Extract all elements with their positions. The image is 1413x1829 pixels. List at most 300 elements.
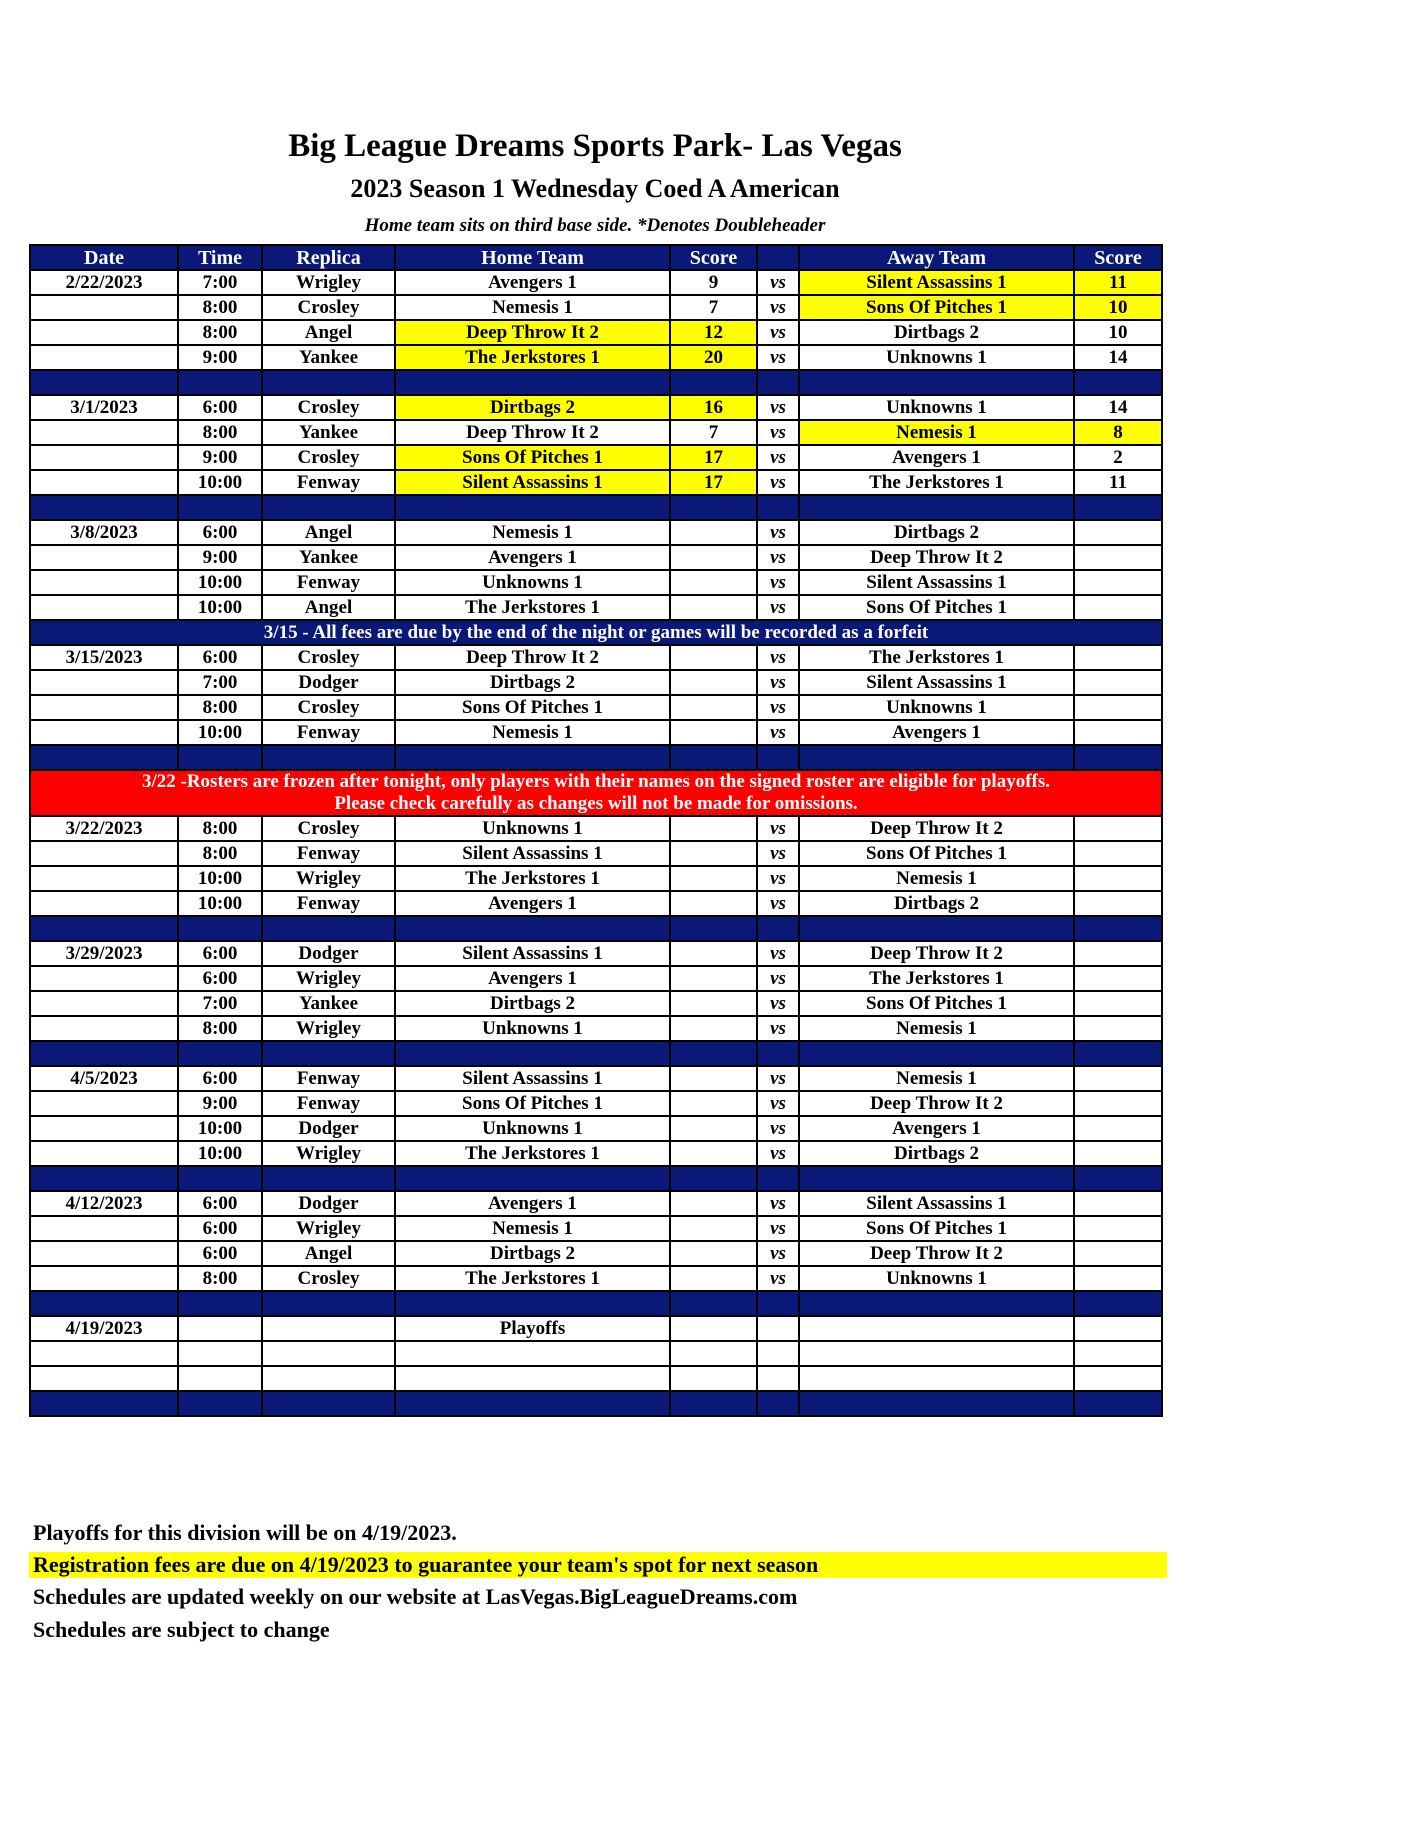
cell-date [30, 695, 178, 720]
cell-home-score [670, 1116, 757, 1141]
cell-replica: Crosley [262, 816, 395, 841]
header-note: Home team sits on third base side. *Denotes Doubleheader [364, 215, 826, 236]
cell-away-team: Silent Assassins 1 [799, 570, 1074, 595]
game-row [30, 1066, 1162, 1091]
cell-replica: Angel [262, 520, 395, 545]
cell-time: 8:00 [178, 1266, 262, 1291]
game-row [30, 595, 1162, 620]
game-row [30, 891, 1162, 916]
cell-replica: Wrigley [262, 1141, 395, 1166]
cell-date [30, 1141, 178, 1166]
cell-away-score [1074, 595, 1162, 620]
separator-cell [1074, 1391, 1162, 1416]
cell-away-score [1074, 1016, 1162, 1041]
cell-date [30, 966, 178, 991]
cell-time: 10:00 [178, 891, 262, 916]
cell-vs [757, 1341, 799, 1366]
cell-time: 10:00 [178, 866, 262, 891]
cell-away-score: 14 [1074, 345, 1162, 370]
separator-cell [395, 495, 670, 520]
cell-home-score [670, 520, 757, 545]
cell-home-score: 17 [670, 470, 757, 495]
cell-away-score [1074, 1216, 1162, 1241]
game-row [30, 1366, 1162, 1391]
cell-time: 8:00 [178, 816, 262, 841]
cell-home-team: Nemesis 1 [395, 1216, 670, 1241]
separator-row [30, 370, 1162, 395]
cell-replica [262, 1316, 395, 1341]
separator-cell [799, 370, 1074, 395]
cell-time: 9:00 [178, 545, 262, 570]
cell-home-score [670, 570, 757, 595]
cell-away-score [1074, 695, 1162, 720]
cell-date: 4/19/2023 [30, 1316, 178, 1341]
cell-replica: Fenway [262, 720, 395, 745]
col-header-time: Time [178, 245, 262, 270]
game-row [30, 645, 1162, 670]
cell-vs: vs [757, 645, 799, 670]
separator-cell [1074, 1291, 1162, 1316]
cell-home-team [395, 1366, 670, 1391]
cell-away-score [1074, 866, 1162, 891]
separator-cell [799, 916, 1074, 941]
cell-vs: vs [757, 1091, 799, 1116]
cell-replica: Crosley [262, 395, 395, 420]
cell-home-score [670, 941, 757, 966]
cell-replica: Fenway [262, 1066, 395, 1091]
separator-row [30, 1166, 1162, 1191]
cell-date [30, 345, 178, 370]
cell-home-score [670, 1366, 757, 1391]
separator-cell [30, 1166, 178, 1191]
footer-playoffs: Playoffs for this division will be on 4/19/2023. [33, 1520, 457, 1545]
game-row [30, 720, 1162, 745]
cell-away-score: 2 [1074, 445, 1162, 470]
separator-cell [757, 745, 799, 770]
cell-home-team: Nemesis 1 [395, 720, 670, 745]
cell-home-team: The Jerkstores 1 [395, 1266, 670, 1291]
cell-time: 10:00 [178, 570, 262, 595]
cell-date: 3/22/2023 [30, 816, 178, 841]
cell-home-team: Deep Throw It 2 [395, 645, 670, 670]
cell-time [178, 1341, 262, 1366]
separator-row [30, 1391, 1162, 1416]
cell-replica [262, 1366, 395, 1391]
cell-away-score [1074, 1266, 1162, 1291]
cell-replica: Crosley [262, 1266, 395, 1291]
cell-home-score [670, 841, 757, 866]
cell-replica: Angel [262, 1241, 395, 1266]
cell-replica: Dodger [262, 941, 395, 966]
cell-home-score [670, 1316, 757, 1341]
cell-home-team: Silent Assassins 1 [395, 841, 670, 866]
footer-registration: Registration fees are due on 4/19/2023 to guarantee your team's spot for next season [29, 1552, 1167, 1578]
cell-replica [262, 1341, 395, 1366]
cell-home-score: 9 [670, 270, 757, 295]
separator-cell [30, 916, 178, 941]
cell-time: 7:00 [178, 991, 262, 1016]
cell-vs: vs [757, 695, 799, 720]
cell-home-score [670, 1091, 757, 1116]
cell-home-team: Sons Of Pitches 1 [395, 1091, 670, 1116]
cell-date [30, 841, 178, 866]
game-row [30, 420, 1162, 445]
game-row [30, 1191, 1162, 1216]
cell-away-team: Dirtbags 2 [799, 891, 1074, 916]
cell-vs: vs [757, 595, 799, 620]
separator-cell [1074, 916, 1162, 941]
cell-time: 6:00 [178, 941, 262, 966]
separator-cell [757, 1391, 799, 1416]
cell-away-team: Sons Of Pitches 1 [799, 295, 1074, 320]
separator-cell [1074, 495, 1162, 520]
separator-cell [395, 916, 670, 941]
game-row [30, 966, 1162, 991]
cell-date: 3/8/2023 [30, 520, 178, 545]
cell-time: 7:00 [178, 670, 262, 695]
col-header-away-team: Away Team [799, 245, 1074, 270]
separator-cell [178, 745, 262, 770]
separator-cell [799, 1391, 1074, 1416]
cell-replica: Wrigley [262, 1016, 395, 1041]
cell-home-team: The Jerkstores 1 [395, 866, 670, 891]
cell-time: 10:00 [178, 470, 262, 495]
cell-home-score [670, 866, 757, 891]
page-title: Big League Dreams Sports Park- Las Vegas [288, 128, 902, 164]
cell-date [30, 866, 178, 891]
col-header-replica: Replica [262, 245, 395, 270]
cell-replica: Dodger [262, 1116, 395, 1141]
cell-vs [757, 1366, 799, 1391]
cell-date: 3/29/2023 [30, 941, 178, 966]
cell-home-score [670, 816, 757, 841]
cell-date [30, 545, 178, 570]
cell-replica: Fenway [262, 891, 395, 916]
cell-away-team: The Jerkstores 1 [799, 966, 1074, 991]
separator-cell [30, 1391, 178, 1416]
cell-home-score [670, 1191, 757, 1216]
cell-away-score [1074, 1341, 1162, 1366]
cell-away-team: Deep Throw It 2 [799, 1241, 1074, 1266]
cell-away-score [1074, 545, 1162, 570]
cell-away-score: 10 [1074, 295, 1162, 320]
cell-home-team: Unknowns 1 [395, 816, 670, 841]
cell-date [30, 1241, 178, 1266]
cell-home-score [670, 1141, 757, 1166]
cell-date [30, 1341, 178, 1366]
separator-cell [670, 495, 757, 520]
separator-cell [757, 370, 799, 395]
separator-cell [262, 1041, 395, 1066]
separator-cell [178, 1391, 262, 1416]
cell-home-score [670, 1341, 757, 1366]
cell-away-score [1074, 816, 1162, 841]
notice-text: 3/15 - All fees are due by the end of the night or games will be recorded as a forfeit [30, 620, 1162, 645]
cell-replica: Yankee [262, 545, 395, 570]
schedule-table [29, 244, 1163, 1417]
separator-cell [757, 1166, 799, 1191]
cell-date [30, 595, 178, 620]
cell-time: 8:00 [178, 841, 262, 866]
separator-cell [262, 745, 395, 770]
cell-time: 10:00 [178, 595, 262, 620]
cell-away-score: 8 [1074, 420, 1162, 445]
cell-time: 6:00 [178, 1241, 262, 1266]
cell-away-team [799, 1316, 1074, 1341]
cell-home-team: The Jerkstores 1 [395, 345, 670, 370]
cell-date: 2/22/2023 [30, 270, 178, 295]
separator-row [30, 1041, 1162, 1066]
cell-home-team [395, 1341, 670, 1366]
cell-replica: Yankee [262, 345, 395, 370]
cell-home-score [670, 595, 757, 620]
cell-vs: vs [757, 520, 799, 545]
cell-replica: Crosley [262, 445, 395, 470]
separator-cell [1074, 370, 1162, 395]
cell-date [30, 1366, 178, 1391]
cell-replica: Yankee [262, 991, 395, 1016]
game-row [30, 1216, 1162, 1241]
game-row [30, 866, 1162, 891]
cell-vs: vs [757, 470, 799, 495]
cell-away-score [1074, 841, 1162, 866]
cell-home-score [670, 695, 757, 720]
separator-cell [395, 745, 670, 770]
cell-vs: vs [757, 320, 799, 345]
alert-line-2: Please check carefully as changes will not be made for omissions. [334, 793, 858, 814]
cell-away-team: The Jerkstores 1 [799, 470, 1074, 495]
game-row [30, 991, 1162, 1016]
cell-home-team: Silent Assassins 1 [395, 941, 670, 966]
cell-away-team: Sons Of Pitches 1 [799, 841, 1074, 866]
cell-home-team: Nemesis 1 [395, 520, 670, 545]
cell-replica: Wrigley [262, 1216, 395, 1241]
cell-home-score [670, 545, 757, 570]
cell-home-team: Avengers 1 [395, 891, 670, 916]
alert-row [30, 770, 1162, 816]
notice-row [30, 620, 1162, 645]
cell-time [178, 1366, 262, 1391]
cell-away-score [1074, 941, 1162, 966]
separator-cell [30, 370, 178, 395]
separator-cell [262, 370, 395, 395]
col-header-vs [757, 245, 799, 270]
cell-time: 6:00 [178, 1216, 262, 1241]
cell-home-score [670, 1241, 757, 1266]
cell-date [30, 1266, 178, 1291]
cell-vs: vs [757, 1266, 799, 1291]
cell-replica: Fenway [262, 570, 395, 595]
cell-away-team: Sons Of Pitches 1 [799, 991, 1074, 1016]
cell-home-score [670, 645, 757, 670]
cell-vs: vs [757, 1116, 799, 1141]
separator-cell [262, 916, 395, 941]
cell-vs: vs [757, 445, 799, 470]
game-row [30, 1241, 1162, 1266]
cell-away-score [1074, 520, 1162, 545]
separator-cell [395, 1391, 670, 1416]
separator-cell [30, 745, 178, 770]
cell-away-team: Nemesis 1 [799, 1066, 1074, 1091]
separator-cell [262, 1291, 395, 1316]
separator-cell [670, 1166, 757, 1191]
cell-time: 9:00 [178, 1091, 262, 1116]
game-row [30, 395, 1162, 420]
cell-away-score [1074, 1241, 1162, 1266]
cell-replica: Crosley [262, 295, 395, 320]
cell-away-team: Sons Of Pitches 1 [799, 595, 1074, 620]
separator-cell [395, 370, 670, 395]
col-header-home-team: Home Team [395, 245, 670, 270]
cell-away-score [1074, 720, 1162, 745]
game-row [30, 841, 1162, 866]
separator-cell [30, 1291, 178, 1316]
game-row [30, 345, 1162, 370]
cell-time: 10:00 [178, 720, 262, 745]
cell-away-team: Deep Throw It 2 [799, 941, 1074, 966]
cell-away-team: Deep Throw It 2 [799, 1091, 1074, 1116]
cell-replica: Wrigley [262, 270, 395, 295]
game-row [30, 1316, 1162, 1341]
cell-home-score: 7 [670, 295, 757, 320]
separator-cell [757, 1041, 799, 1066]
separator-cell [178, 1041, 262, 1066]
col-header-home-score: Score [670, 245, 757, 270]
col-header-date: Date [30, 245, 178, 270]
cell-replica: Dodger [262, 670, 395, 695]
separator-cell [799, 1041, 1074, 1066]
cell-away-team: Deep Throw It 2 [799, 816, 1074, 841]
cell-away-team: Sons Of Pitches 1 [799, 1216, 1074, 1241]
cell-vs: vs [757, 1016, 799, 1041]
cell-home-team: Dirtbags 2 [395, 670, 670, 695]
cell-time: 9:00 [178, 445, 262, 470]
separator-cell [178, 370, 262, 395]
game-row [30, 695, 1162, 720]
cell-vs: vs [757, 891, 799, 916]
table-header-row [30, 245, 1162, 270]
cell-date: 3/15/2023 [30, 645, 178, 670]
cell-away-score: 10 [1074, 320, 1162, 345]
game-row [30, 545, 1162, 570]
cell-time: 6:00 [178, 1191, 262, 1216]
schedule-body [30, 270, 1162, 1416]
cell-away-team: Avengers 1 [799, 1116, 1074, 1141]
cell-vs: vs [757, 720, 799, 745]
game-row [30, 670, 1162, 695]
cell-home-score [670, 1066, 757, 1091]
separator-cell [670, 745, 757, 770]
cell-away-score [1074, 1091, 1162, 1116]
footer-website: Schedules are updated weekly on our website at LasVegas.BigLeagueDreams.com [33, 1584, 798, 1609]
cell-home-team: Avengers 1 [395, 545, 670, 570]
game-row [30, 816, 1162, 841]
game-row [30, 570, 1162, 595]
separator-cell [757, 916, 799, 941]
game-row [30, 1141, 1162, 1166]
alert-text [30, 770, 1162, 816]
cell-home-score [670, 1216, 757, 1241]
cell-vs: vs [757, 345, 799, 370]
cell-home-score: 17 [670, 445, 757, 470]
cell-away-team: Nemesis 1 [799, 866, 1074, 891]
game-row [30, 1266, 1162, 1291]
cell-away-score [1074, 1316, 1162, 1341]
cell-replica: Yankee [262, 420, 395, 445]
game-row [30, 445, 1162, 470]
separator-cell [1074, 745, 1162, 770]
cell-date [30, 670, 178, 695]
cell-away-team: The Jerkstores 1 [799, 645, 1074, 670]
cell-home-team: The Jerkstores 1 [395, 1141, 670, 1166]
cell-away-score [1074, 1191, 1162, 1216]
cell-home-team: Dirtbags 2 [395, 1241, 670, 1266]
col-header-away-score: Score [1074, 245, 1162, 270]
alert-line-1: 3/22 -Rosters are frozen after tonight, only players with their names on the signed roster are eligible for playoffs. [141, 771, 1051, 792]
separator-row [30, 495, 1162, 520]
cell-vs: vs [757, 670, 799, 695]
cell-time: 6:00 [178, 645, 262, 670]
cell-time: 8:00 [178, 1016, 262, 1041]
cell-date [30, 720, 178, 745]
cell-time: 6:00 [178, 395, 262, 420]
cell-away-team: Avengers 1 [799, 445, 1074, 470]
cell-date [30, 420, 178, 445]
cell-home-team: Avengers 1 [395, 966, 670, 991]
cell-vs: vs [757, 1191, 799, 1216]
cell-home-team: Dirtbags 2 [395, 395, 670, 420]
cell-home-score [670, 1266, 757, 1291]
cell-away-team [799, 1366, 1074, 1391]
cell-away-team: Silent Assassins 1 [799, 1191, 1074, 1216]
separator-cell [1074, 1041, 1162, 1066]
cell-replica: Wrigley [262, 966, 395, 991]
game-row [30, 1091, 1162, 1116]
cell-vs: vs [757, 841, 799, 866]
separator-cell [262, 495, 395, 520]
cell-date [30, 295, 178, 320]
cell-vs: vs [757, 395, 799, 420]
cell-vs: vs [757, 1141, 799, 1166]
cell-vs: vs [757, 270, 799, 295]
cell-vs: vs [757, 570, 799, 595]
cell-vs: vs [757, 1241, 799, 1266]
cell-home-score [670, 966, 757, 991]
separator-cell [799, 495, 1074, 520]
cell-time: 8:00 [178, 295, 262, 320]
cell-replica: Angel [262, 595, 395, 620]
cell-vs: vs [757, 420, 799, 445]
cell-date: 4/12/2023 [30, 1191, 178, 1216]
separator-cell [30, 495, 178, 520]
game-row [30, 941, 1162, 966]
cell-date: 3/1/2023 [30, 395, 178, 420]
cell-away-score [1074, 1066, 1162, 1091]
cell-away-team: Avengers 1 [799, 720, 1074, 745]
cell-date [30, 1016, 178, 1041]
cell-away-team: Nemesis 1 [799, 420, 1074, 445]
cell-time: 10:00 [178, 1141, 262, 1166]
cell-away-team: Unknowns 1 [799, 395, 1074, 420]
cell-date [30, 991, 178, 1016]
separator-cell [757, 495, 799, 520]
cell-home-score [670, 720, 757, 745]
footer-change: Schedules are subject to change [33, 1617, 330, 1642]
cell-away-team: Unknowns 1 [799, 1266, 1074, 1291]
separator-row [30, 916, 1162, 941]
cell-time: 9:00 [178, 345, 262, 370]
cell-date [30, 1116, 178, 1141]
